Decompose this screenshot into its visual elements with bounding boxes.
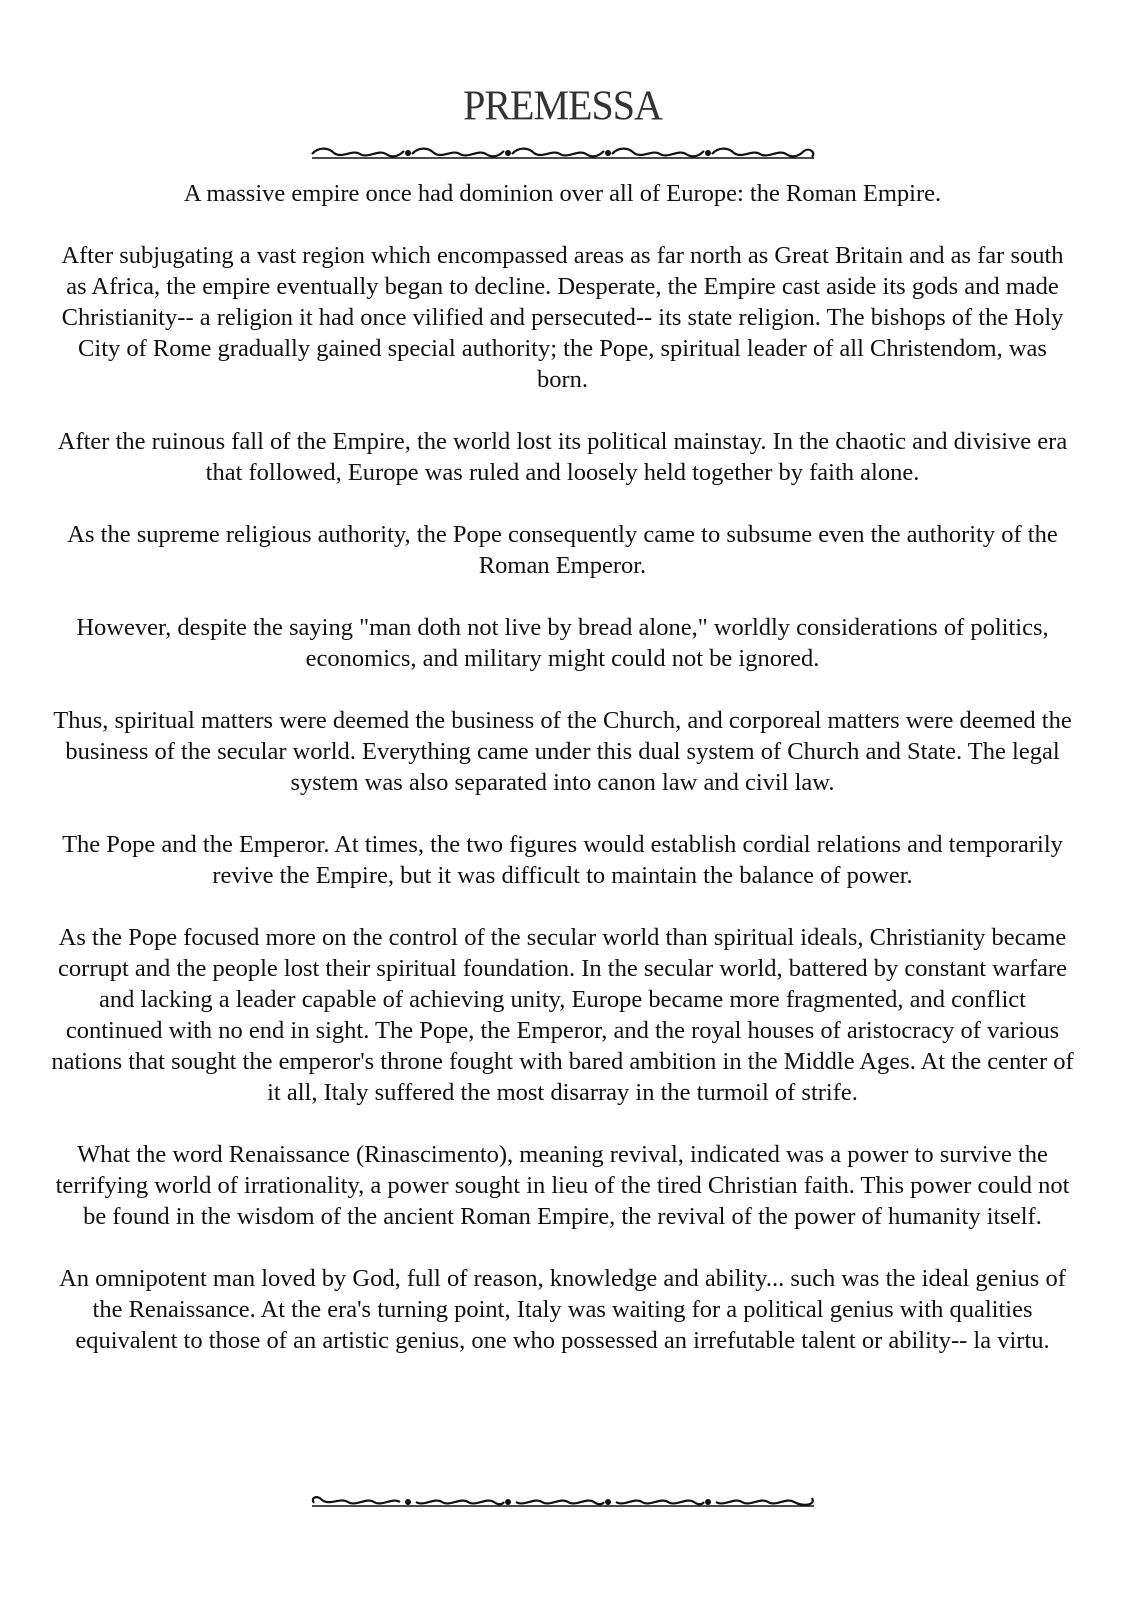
paragraph-8: As the Pope focused more on the control of the secular world than spiritual ideals, Christianity became corrupt and the people lost their spiritual foundation. In the secular world, battered by constant warfare and lacking a leader capable of achieving unity, Europe became more fragmented, and conflict continued with no end in sight. The Pope, the Emperor, and the royal houses of aristocracy of various nations that sought the emperor's throne fought with bared ambition in the Middle Ages. At the center of it all, Italy suffered the most disarray in the turmoil of strife. bbox=[51, 924, 1074, 1106]
body-text bbox=[50, 178, 1075, 1387]
page-title: PREMESSA bbox=[463, 81, 662, 130]
paragraph-1: A massive empire once had dominion over all of Europe: the Roman Empire. bbox=[183, 180, 942, 207]
ornamental-divider-icon bbox=[308, 1493, 818, 1511]
paragraph-5: However, despite the saying "man doth not live by bread alone," worldly considerations of politics, economics, and military might could not be ignored. bbox=[76, 614, 1049, 672]
paragraph-10: An omnipotent man loved by God, full of reason, knowledge and ability... such was the ideal genius of the Renaissance. At the era's turning point, Italy was waiting for a political genius with qualities equivalent to those of an artistic genius, one who possessed an irrefutable talent or ability-- la virtu. bbox=[59, 1265, 1066, 1354]
ornamental-divider-icon bbox=[308, 145, 818, 163]
paragraph-6: Thus, spiritual matters were deemed the business of the Church, and corporeal matters were deemed the business of the secular world. Everything came under this dual system of Church and State. The legal system was also separated into canon law and civil law. bbox=[53, 707, 1072, 796]
paragraph-9: What the word Renaissance (Rinascimento), meaning revival, indicated was a power to survive the terrifying world of irrationality, a power sought in lieu of the tired Christian faith. This power could not be found in the wisdom of the ancient Roman Empire, the revival of the power of humanity itself. bbox=[55, 1141, 1070, 1230]
paragraph-7: The Pope and the Emperor. At times, the two figures would establish cordial relations and temporarily revive the Empire, but it was difficult to maintain the balance of power. bbox=[62, 831, 1063, 889]
paragraph-3: After the ruinous fall of the Empire, the world lost its political mainstay. In the chaotic and divisive era that followed, Europe was ruled and loosely held together by faith alone. bbox=[57, 428, 1068, 486]
paragraph-4: As the supreme religious authority, the Pope consequently came to subsume even the authority of the Roman Emperor. bbox=[67, 521, 1058, 579]
top-ornament-divider bbox=[0, 145, 1125, 167]
paragraph-2: After subjugating a vast region which encompassed areas as far north as Great Britain and as far south as Africa, the empire eventually began to decline. Desperate, the Empire cast aside its gods and made Christianity-- a religion it had once vilified and persecuted-- its state religion. The bishops of the Holy City of Rome gradually gained special authority; the Pope, spiritual leader of all Christendom, was born. bbox=[61, 242, 1064, 393]
bottom-ornament-divider bbox=[0, 1493, 1125, 1515]
